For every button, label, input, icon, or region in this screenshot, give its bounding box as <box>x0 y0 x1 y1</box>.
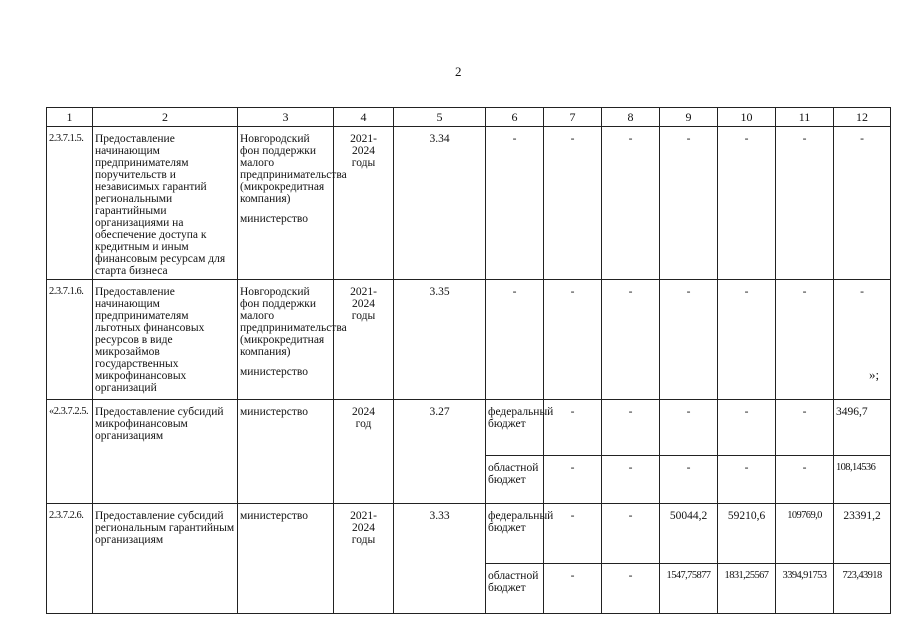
executor-ministry: министерство <box>240 366 308 378</box>
table-row <box>47 280 891 400</box>
table-row <box>47 400 891 456</box>
header-cell: 12 <box>834 108 891 127</box>
row-executor: министерство <box>238 504 334 614</box>
value-cell: - <box>544 400 602 456</box>
row-name: Предоставление начинающим предпринимателям поручительств и независимых гарантий региональными гарантийными организациями на обеспечение доступа к кредитным и иным финансовым ресурсам для старта бизнеса <box>93 127 238 280</box>
row-name: Предоставление субсидий микрофинансовым организациям <box>93 400 238 504</box>
row-period: 2021- 2024 годы <box>334 504 394 614</box>
header-cell: 2 <box>93 108 238 127</box>
value-cell: - <box>544 280 602 400</box>
executor-ministry: министерство <box>240 213 308 225</box>
value-cell: - <box>834 127 891 280</box>
row-period: 2021- 2024 годы <box>334 127 394 280</box>
header-cell: 7 <box>544 108 602 127</box>
value-cell: - <box>602 280 660 400</box>
value-cell: 50044,2 <box>660 504 718 564</box>
row-name: Предоставление начинающим предпринимателям льготных финансовых ресурсов в виде микрозаймов государственных микрофинансовых организаций <box>93 280 238 400</box>
funding-source: областной бюджет <box>486 564 544 614</box>
executor-fund: Новгородский фон поддержки малого предпринимательства (микрокредитная компания) <box>240 286 347 358</box>
value-cell: - <box>602 504 660 564</box>
header-cell: 1 <box>47 108 93 127</box>
value-cell: - <box>718 280 776 400</box>
value-cell: - <box>602 127 660 280</box>
value-cell: 3394,91753 <box>776 564 834 614</box>
row-executor <box>238 280 347 400</box>
value-cell: - <box>660 400 718 456</box>
value-cell: - <box>602 564 660 614</box>
value-cell: 1547,75877 <box>660 564 718 614</box>
header-cell: 11 <box>776 108 834 127</box>
value-cell: 1831,25567 <box>718 564 776 614</box>
header-cell: 3 <box>238 108 334 127</box>
value-cell: - <box>776 400 834 456</box>
row-executor <box>238 127 347 280</box>
value-cell: - <box>486 127 544 280</box>
value-cell: - <box>718 400 776 456</box>
header-cell: 8 <box>602 108 660 127</box>
value-cell: - <box>718 456 776 504</box>
value-cell: - <box>660 280 718 400</box>
funding-source: федеральный бюджет <box>486 504 544 564</box>
funding-source: федеральный бюджет <box>486 400 544 456</box>
value-cell: 109769,0 <box>776 504 834 564</box>
value-cell: 59210,6 <box>718 504 776 564</box>
value-cell: - <box>776 456 834 504</box>
row-target: 3.35 <box>394 280 486 400</box>
header-cell: 6 <box>486 108 544 127</box>
value-cell: - <box>834 280 891 400</box>
value-cell: 723,43918 <box>834 564 891 614</box>
value-cell: - <box>544 504 602 564</box>
row-period: 2021- 2024 годы <box>334 280 394 400</box>
value-cell: - <box>602 400 660 456</box>
header-cell: 4 <box>334 108 394 127</box>
row-code: 2.3.7.1.6. <box>47 280 93 400</box>
header-cell: 9 <box>660 108 718 127</box>
row-code: 2.3.7.2.6. <box>47 504 93 614</box>
row-target: 3.27 <box>394 400 486 504</box>
value-cell: - <box>776 280 834 400</box>
row-code: 2.3.7.1.5. <box>47 127 93 280</box>
value-cell: - <box>660 127 718 280</box>
row-code: «2.3.7.2.5. <box>47 400 93 504</box>
table-row <box>47 127 891 280</box>
table-row <box>47 504 891 564</box>
value-cell: - <box>544 564 602 614</box>
header-row <box>47 108 891 127</box>
header-cell: 10 <box>718 108 776 127</box>
row-name: Предоставление субсидий региональным гарантийным организациям <box>93 504 238 614</box>
funding-source: областной бюджет <box>486 456 544 504</box>
executor-fund: Новгородский фон поддержки малого предпринимательства (микрокредитная компания) <box>240 133 347 205</box>
row-target: 3.34 <box>394 127 486 280</box>
program-table <box>46 107 891 614</box>
value-cell: - <box>486 280 544 400</box>
value-cell: - <box>660 456 718 504</box>
header-cell: 5 <box>394 108 486 127</box>
value-cell: - <box>718 127 776 280</box>
value-cell: - <box>544 456 602 504</box>
value-cell: 3496,7 <box>834 400 891 456</box>
closing-quote-mark: »; <box>869 367 880 382</box>
value-cell: - <box>544 127 602 280</box>
page-number: 2 <box>455 64 462 79</box>
row-target: 3.33 <box>394 504 486 614</box>
value-cell: 108,14536 <box>834 456 891 504</box>
value-cell: - <box>602 456 660 504</box>
row-executor: министерство <box>238 400 334 504</box>
value-cell: 23391,2 <box>834 504 891 564</box>
row-period: 2024 год <box>334 400 394 504</box>
value-cell: - <box>776 127 834 280</box>
